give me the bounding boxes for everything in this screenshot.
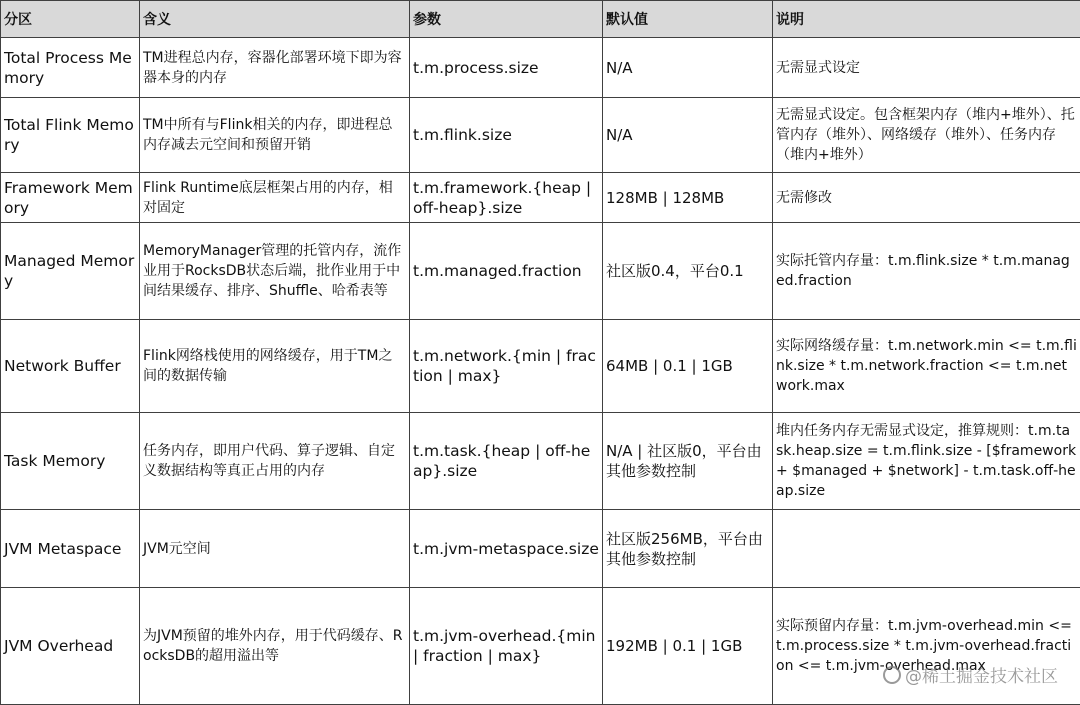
cell-description: 无需显式设定。包含框架内存（堆内+堆外）、托管内存（堆外）、网络缓存（堆外）、任务内存（堆内+堆外） <box>773 98 1080 173</box>
cell-description: 实际预留内存量：t.m.jvm-overhead.min <= t.m.process.size * t.m.jvm-overhead.fraction <= t.m.jvm-overhead.max <box>773 588 1080 705</box>
cell-default: 128MB | 128MB <box>603 173 773 223</box>
cell-default: N/A <box>603 38 773 98</box>
cell-partition: Total Process Memory <box>1 38 140 98</box>
cell-parameter: t.m.network.{min | fraction | max} <box>410 320 603 413</box>
cell-meaning: Flink Runtime底层框架占用的内存，相对固定 <box>140 173 410 223</box>
cell-description: 实际托管内存量：t.m.flink.size * t.m.managed.fraction <box>773 223 1080 320</box>
table-row <box>1 223 1080 320</box>
cell-description: 堆内任务内存无需显式设定，推算规则：t.m.task.heap.size = t.m.flink.size - [$framework + $managed + $network] - t.m.task.off-heap.size <box>773 413 1080 510</box>
header-description: 说明 <box>773 1 1080 38</box>
cell-meaning: Flink网络栈使用的网络缓存，用于TM之间的数据传输 <box>140 320 410 413</box>
cell-meaning: MemoryManager管理的托管内存，流作业用于RocksDB状态后端，批作业用于中间结果缓存、排序、Shuffle、哈希表等 <box>140 223 410 320</box>
cell-parameter: t.m.jvm-metaspace.size <box>410 510 603 588</box>
table-row <box>1 413 1080 510</box>
cell-partition: Framework Memory <box>1 173 140 223</box>
cell-default: 192MB | 0.1 | 1GB <box>603 588 773 705</box>
cell-meaning: JVM元空间 <box>140 510 410 588</box>
header-parameter: 参数 <box>410 1 603 38</box>
table-row <box>1 38 1080 98</box>
cell-description: 实际网络缓存量：t.m.network.min <= t.m.flink.size * t.m.network.fraction <= t.m.network.max <box>773 320 1080 413</box>
table-row <box>1 588 1080 705</box>
cell-default: N/A | 社区版0，平台由其他参数控制 <box>603 413 773 510</box>
cell-partition: Task Memory <box>1 413 140 510</box>
cell-partition: JVM Overhead <box>1 588 140 705</box>
cell-parameter: t.m.managed.fraction <box>410 223 603 320</box>
cell-meaning: 任务内存，即用户代码、算子逻辑、自定义数据结构等真正占用的内存 <box>140 413 410 510</box>
cell-parameter: t.m.task.{heap | off-heap}.size <box>410 413 603 510</box>
cell-description: 无需显式设定 <box>773 38 1080 98</box>
table-row <box>1 98 1080 173</box>
header-partition: 分区 <box>1 1 140 38</box>
cell-default: 社区版0.4，平台0.1 <box>603 223 773 320</box>
cell-partition: Total Flink Memory <box>1 98 140 173</box>
cell-parameter: t.m.framework.{heap | off-heap}.size <box>410 173 603 223</box>
cell-partition: JVM Metaspace <box>1 510 140 588</box>
cell-parameter: t.m.process.size <box>410 38 603 98</box>
cell-default: 64MB | 0.1 | 1GB <box>603 320 773 413</box>
cell-partition: Network Buffer <box>1 320 140 413</box>
header-default: 默认值 <box>603 1 773 38</box>
cell-meaning: 为JVM预留的堆外内存，用于代码缓存、RocksDB的超用溢出等 <box>140 588 410 705</box>
table-header-row <box>1 1 1080 38</box>
cell-meaning: TM进程总内存，容器化部署环境下即为容器本身的内存 <box>140 38 410 98</box>
cell-description: 无需修改 <box>773 173 1080 223</box>
cell-description <box>773 510 1080 588</box>
cell-default: 社区版256MB，平台由其他参数控制 <box>603 510 773 588</box>
table-row <box>1 320 1080 413</box>
cell-parameter: t.m.flink.size <box>410 98 603 173</box>
cell-partition: Managed Memory <box>1 223 140 320</box>
cell-parameter: t.m.jvm-overhead.{min | fraction | max} <box>410 588 603 705</box>
table-row <box>1 173 1080 223</box>
table-row <box>1 510 1080 588</box>
cell-meaning: TM中所有与Flink相关的内存，即进程总内存减去元空间和预留开销 <box>140 98 410 173</box>
watermark-text: @稀土掘金技术社区 <box>905 662 1058 687</box>
cell-default: N/A <box>603 98 773 173</box>
header-meaning: 含义 <box>140 1 410 38</box>
